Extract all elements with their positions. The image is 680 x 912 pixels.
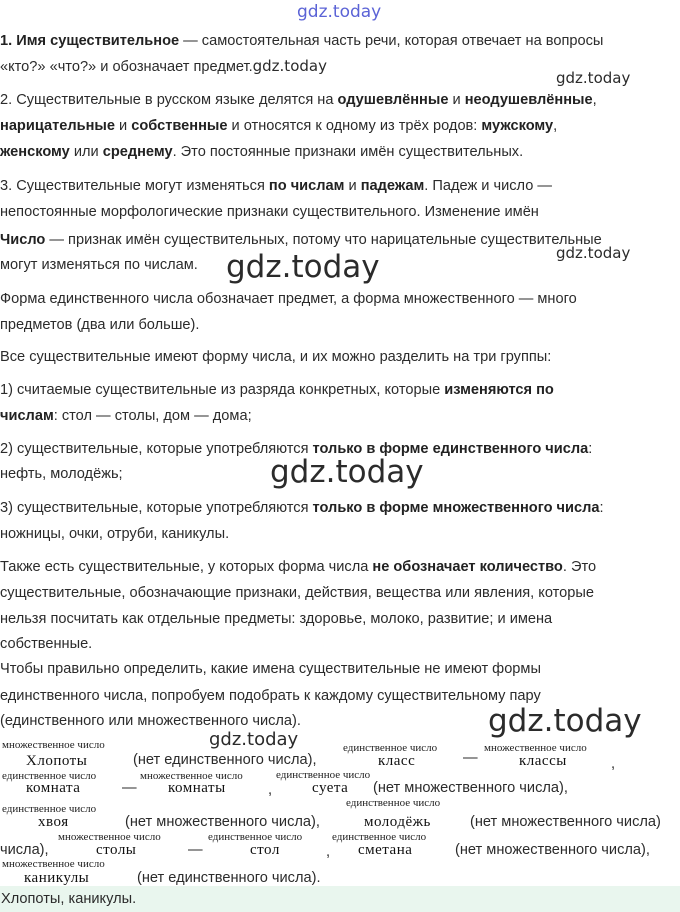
- text: ,: [563, 780, 568, 796]
- paragraph-2-line-1: [0, 93, 597, 108]
- dash: —: [188, 842, 203, 858]
- example-word: молодёжь: [364, 814, 431, 830]
- group-2-line-2: [0, 467, 123, 482]
- term: неодушевлённые: [464, 92, 593, 108]
- term: мужскому: [481, 118, 554, 134]
- text: — признак имён существительных, потому что нарицательные существительные: [45, 232, 602, 248]
- dash: —: [122, 780, 137, 796]
- text: (нет единственного числа): [137, 870, 317, 886]
- paragraph-4-line-2: [0, 258, 198, 273]
- text: и: [114, 118, 132, 134]
- text: : стол — столы, дом — дома;: [53, 408, 252, 424]
- label-singular: единственное число: [2, 770, 97, 782]
- text: непостоянные морфологические признаки существительного. Изменение имён: [0, 204, 539, 220]
- text: :: [588, 441, 593, 457]
- example-word: комнаты: [168, 780, 226, 796]
- example-note: [373, 781, 568, 796]
- term: собственные: [131, 118, 228, 134]
- text: (нет единственного числа): [133, 752, 313, 768]
- example-word: стол: [250, 842, 280, 858]
- text: Все существительные имеют форму числа, и их можно разделить на три группы:: [0, 349, 552, 365]
- term: изменяются по: [444, 382, 554, 398]
- watermark: gdz.today: [488, 703, 642, 739]
- text: ,: [312, 752, 317, 768]
- text: Чтобы правильно определить, какие имена существительные не имеют формы: [0, 661, 541, 677]
- text: . Это: [562, 559, 597, 575]
- example-note: [125, 815, 320, 830]
- paragraph-8-line-2: [0, 689, 541, 704]
- text: существительные, обозначающие признаки, действия, вещества или явления, которые: [0, 585, 594, 601]
- paragraph-7-line-2: [0, 586, 594, 601]
- paragraph-5-line-1: [0, 292, 577, 307]
- term: среднему: [102, 144, 173, 160]
- term: Число: [0, 232, 46, 248]
- paragraph-7-line-4: [0, 637, 92, 652]
- example-word: хвоя: [38, 814, 69, 830]
- text: (нет множественного числа): [470, 814, 661, 830]
- label-plural: множественное число: [2, 858, 105, 870]
- example-note: [133, 753, 317, 768]
- example-word: суета: [312, 780, 349, 796]
- term: женскому: [0, 144, 70, 160]
- text: 2. Существительные в русском языке делятся на: [0, 92, 338, 108]
- label-singular: единственное число: [276, 769, 371, 781]
- text: (нет множественного числа): [455, 842, 646, 858]
- term: одушевлённые: [337, 92, 449, 108]
- term: числам: [0, 408, 54, 424]
- text: (единственного или множественного числа).: [0, 713, 301, 729]
- watermark-inline: gdz.today: [252, 57, 327, 75]
- example-word: классы: [519, 753, 567, 769]
- text: (нет множественного числа): [373, 780, 564, 796]
- text: ,: [315, 814, 320, 830]
- text: ,: [645, 842, 650, 858]
- text: нельзя посчитать как отдельные предметы: здоровье, молоко, развитие; и имена: [0, 611, 553, 627]
- paragraph-4-line-1: [0, 233, 602, 248]
- example-note: [137, 871, 321, 886]
- term: только в форме множественного числа: [312, 500, 600, 516]
- term: 1. Имя существительное: [0, 33, 180, 49]
- term: нарицательные: [0, 118, 115, 134]
- paragraph-1-line-1: [0, 34, 603, 49]
- text: ножницы, очки, отруби, каникулы.: [0, 526, 230, 542]
- label-plural: множественное число: [484, 742, 587, 754]
- text: Форма единственного числа обозначает предмет, а форма множественного — много: [0, 291, 577, 307]
- text: 3. Существительные могут изменяться: [0, 178, 269, 194]
- term: по числам: [268, 178, 345, 194]
- group-1-line-1: [0, 383, 554, 398]
- label-singular: единственное число: [346, 797, 441, 809]
- text: могут изменяться по числам.: [0, 257, 198, 273]
- text: предметов (два или больше).: [0, 317, 200, 333]
- comma: ,: [326, 844, 331, 860]
- example-word: комната: [26, 780, 81, 796]
- label-plural: множественное число: [58, 831, 161, 843]
- text: — самостоятельная часть речи, которая отвечает на вопросы: [179, 33, 604, 49]
- watermark-top: gdz.today: [297, 2, 382, 22]
- paragraph-3-line-2: [0, 205, 539, 220]
- text: ,: [592, 92, 597, 108]
- text: собственные.: [0, 636, 93, 652]
- paragraph-8-line-1: [0, 662, 541, 677]
- label-singular: единственное число: [343, 742, 438, 754]
- text: и: [448, 92, 465, 108]
- example-word: класс: [378, 753, 416, 769]
- text: ,: [553, 118, 558, 134]
- comma: ,: [611, 756, 616, 772]
- example-word: Хлопоты: [26, 753, 88, 769]
- text: . Падеж и число —: [424, 178, 552, 194]
- text: и относятся к одному из трёх родов:: [227, 118, 482, 134]
- label-singular: единственное число: [2, 803, 97, 815]
- paragraph-8-line-3: [0, 714, 301, 729]
- text: 1) считаемые существительные из разряда конкретных, которые: [0, 382, 445, 398]
- paragraph-2-line-2: [0, 119, 557, 134]
- text: 3) существительные, которые употребляются: [0, 500, 313, 516]
- text: нефть, молодёжь;: [0, 466, 123, 482]
- label-singular: единственное число: [332, 831, 427, 843]
- group-2-line-1: [0, 442, 592, 457]
- group-3-line-1: [0, 501, 604, 516]
- text: «кто?» «что?» и обозначает предмет.: [0, 59, 253, 75]
- dash: —: [463, 750, 478, 766]
- paragraph-7-line-3: [0, 612, 552, 627]
- watermark: gdz.today: [270, 454, 424, 490]
- text: единственного числа, попробуем подобрать к каждому существительному пару: [0, 688, 541, 704]
- example-word: каникулы: [24, 870, 90, 886]
- example-note: [455, 843, 650, 858]
- answer-text: Хлопоты, каникулы.: [1, 891, 137, 907]
- text: .: [316, 870, 321, 886]
- watermark: gdz.today: [209, 729, 299, 750]
- text: Также есть существительные, у которых форма числа: [0, 559, 373, 575]
- paragraph-1-line-2: [0, 59, 327, 75]
- text: (нет множественного числа): [125, 814, 316, 830]
- watermark: gdz.today: [556, 69, 631, 87]
- example-word: столы: [96, 842, 137, 858]
- example-note: [470, 815, 661, 830]
- paragraph-2-line-3: [0, 145, 523, 160]
- text: 2) существительные, которые употребляются: [0, 441, 313, 457]
- example-word: сметана: [358, 842, 413, 858]
- term: не обозначает количество: [372, 559, 563, 575]
- group-1-line-2: [0, 409, 252, 424]
- text: . Это постоянные признаки имён существительных.: [172, 144, 524, 160]
- term: только в форме единственного числа: [312, 441, 589, 457]
- example-note-tail: числа),: [0, 842, 49, 858]
- text: и: [344, 178, 361, 194]
- watermark: gdz.today: [226, 249, 380, 285]
- paragraph-3-line-1: [0, 179, 552, 194]
- answer-box: [0, 886, 680, 912]
- paragraph-5-line-2: [0, 318, 199, 333]
- paragraph-6: [0, 350, 551, 365]
- comma: ,: [268, 782, 273, 798]
- text: :: [599, 500, 604, 516]
- term: падежам: [360, 178, 425, 194]
- watermark: gdz.today: [556, 244, 631, 262]
- group-3-line-2: [0, 527, 229, 542]
- paragraph-7-line-1: [0, 560, 596, 575]
- label-plural: множественное число: [140, 770, 243, 782]
- text: или: [69, 144, 103, 160]
- label-plural: множественное число: [2, 739, 105, 751]
- label-singular: единственное число: [208, 831, 303, 843]
